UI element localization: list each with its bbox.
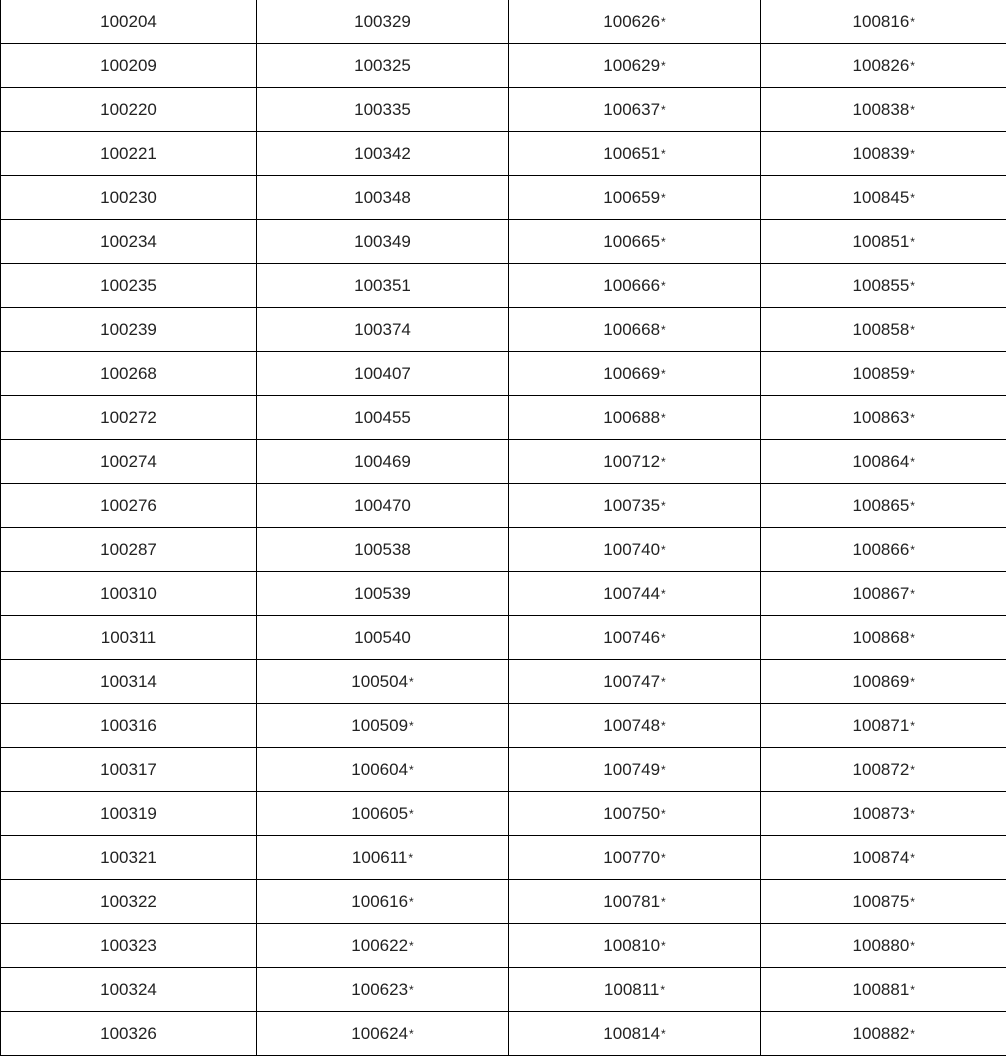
table-cell: 100858* (761, 308, 1006, 352)
table-cell: 100859* (761, 352, 1006, 396)
table-cell: 100234 (1, 220, 257, 264)
table-cell: 100323 (1, 924, 257, 968)
asterisk-mark: * (661, 146, 666, 161)
table-row (1, 176, 1006, 220)
table-row (1, 880, 1006, 924)
table-row (1, 44, 1006, 88)
table-cell: 100604* (257, 748, 509, 792)
table-cell: 100872* (761, 748, 1006, 792)
table-cell: 100814* (509, 1012, 761, 1056)
asterisk-mark: * (910, 894, 915, 909)
asterisk-mark: * (661, 938, 666, 953)
table-row (1, 484, 1006, 528)
table-cell: 100651* (509, 132, 761, 176)
asterisk-mark: * (409, 894, 414, 909)
table-cell: 100863* (761, 396, 1006, 440)
table-cell: 100324 (1, 968, 257, 1012)
table-row (1, 88, 1006, 132)
table-row (1, 352, 1006, 396)
table-cell: 100851* (761, 220, 1006, 264)
asterisk-mark: * (409, 982, 414, 997)
asterisk-mark: * (910, 718, 915, 733)
table-row (1, 792, 1006, 836)
table-cell: 100816* (761, 0, 1006, 44)
table-cell: 100748* (509, 704, 761, 748)
table-cell: 100855* (761, 264, 1006, 308)
table-cell: 100666* (509, 264, 761, 308)
table-cell: 100221 (1, 132, 257, 176)
table-row (1, 572, 1006, 616)
table-row (1, 0, 1006, 44)
table-cell: 100746* (509, 616, 761, 660)
table-cell: 100622* (257, 924, 509, 968)
table-cell: 100326 (1, 1012, 257, 1056)
table-cell: 100873* (761, 792, 1006, 836)
asterisk-mark: * (660, 982, 666, 997)
table-cell: 100329 (257, 0, 509, 44)
table-cell: 100874* (761, 836, 1006, 880)
asterisk-mark: * (910, 1026, 915, 1041)
table-cell: 100740* (509, 528, 761, 572)
table-cell: 100342 (257, 132, 509, 176)
asterisk-mark: * (409, 762, 414, 777)
asterisk-mark: * (661, 58, 666, 73)
asterisk-mark: * (910, 806, 915, 821)
table-row (1, 440, 1006, 484)
table-cell: 100274 (1, 440, 257, 484)
table-cell: 100374 (257, 308, 509, 352)
table-cell: 100747* (509, 660, 761, 704)
table-cell: 100880* (761, 924, 1006, 968)
table-cell: 100629* (509, 44, 761, 88)
table-cell: 100626* (509, 0, 761, 44)
table-row (1, 528, 1006, 572)
asterisk-mark: * (910, 454, 915, 469)
table-cell: 100316 (1, 704, 257, 748)
table-cell: 100810* (509, 924, 761, 968)
asterisk-mark: * (409, 938, 414, 953)
asterisk-mark: * (661, 806, 666, 821)
table-row (1, 616, 1006, 660)
asterisk-mark: * (910, 278, 915, 293)
table-cell: 100276 (1, 484, 257, 528)
table-cell: 100875* (761, 880, 1006, 924)
table-cell: 100871* (761, 704, 1006, 748)
asterisk-mark: * (910, 762, 915, 777)
table-row (1, 132, 1006, 176)
table-cell: 100668* (509, 308, 761, 352)
asterisk-mark: * (910, 498, 915, 513)
asterisk-mark: * (910, 234, 915, 249)
table-cell: 100239 (1, 308, 257, 352)
asterisk-mark: * (910, 674, 915, 689)
asterisk-mark: * (661, 322, 666, 337)
asterisk-mark: * (409, 806, 414, 821)
asterisk-mark: * (661, 762, 666, 777)
table-row (1, 1012, 1006, 1056)
table-cell: 100349 (257, 220, 509, 264)
table-cell: 100268 (1, 352, 257, 396)
table-cell: 100348 (257, 176, 509, 220)
asterisk-mark: * (661, 498, 666, 513)
table-cell: 100868* (761, 616, 1006, 660)
asterisk-mark: * (910, 982, 915, 997)
table-row (1, 220, 1006, 264)
asterisk-mark: * (661, 630, 666, 645)
asterisk-mark: * (910, 586, 915, 601)
table-cell: 100470 (257, 484, 509, 528)
table-cell: 100310 (1, 572, 257, 616)
table-cell: 100838* (761, 88, 1006, 132)
table-cell: 100455 (257, 396, 509, 440)
asterisk-mark: * (409, 1026, 414, 1041)
asterisk-mark: * (910, 630, 915, 645)
asterisk-mark: * (408, 850, 414, 865)
asterisk-mark: * (661, 410, 666, 425)
asterisk-mark: * (661, 850, 666, 865)
asterisk-mark: * (910, 366, 915, 381)
table-cell: 100319 (1, 792, 257, 836)
table-cell: 100272 (1, 396, 257, 440)
asterisk-mark: * (661, 674, 666, 689)
table-cell: 100735* (509, 484, 761, 528)
asterisk-mark: * (661, 454, 666, 469)
asterisk-mark: * (661, 278, 666, 293)
table-cell: 100826* (761, 44, 1006, 88)
table-cell: 100311 (1, 616, 257, 660)
asterisk-mark: * (661, 190, 666, 205)
table-row (1, 924, 1006, 968)
table-cell: 100659* (509, 176, 761, 220)
asterisk-mark: * (661, 542, 666, 557)
table-row (1, 704, 1006, 748)
table-cell: 100504* (257, 660, 509, 704)
asterisk-mark: * (910, 938, 915, 953)
table-cell: 100867* (761, 572, 1006, 616)
asterisk-mark: * (910, 410, 915, 425)
table-row (1, 264, 1006, 308)
table-cell: 100869* (761, 660, 1006, 704)
asterisk-mark: * (661, 366, 666, 381)
table-cell: 100881* (761, 968, 1006, 1012)
asterisk-mark: * (910, 850, 915, 865)
asterisk-mark: * (910, 58, 915, 73)
table-cell: 100540 (257, 616, 509, 660)
asterisk-mark: * (661, 14, 666, 29)
table-cell: 100469 (257, 440, 509, 484)
table-row (1, 748, 1006, 792)
asterisk-mark: * (409, 674, 414, 689)
table-cell: 100538 (257, 528, 509, 572)
table-cell: 100770* (509, 836, 761, 880)
asterisk-mark: * (661, 234, 666, 249)
table-cell: 100688* (509, 396, 761, 440)
table-cell: 100539 (257, 572, 509, 616)
table-cell: 100209 (1, 44, 257, 88)
table-cell: 100335 (257, 88, 509, 132)
table-cell: 100314 (1, 660, 257, 704)
asterisk-mark: * (910, 146, 915, 161)
table-cell: 100865* (761, 484, 1006, 528)
table-cell: 100407 (257, 352, 509, 396)
table-cell: 100866* (761, 528, 1006, 572)
table-cell: 100624* (257, 1012, 509, 1056)
table-cell: 100616* (257, 880, 509, 924)
table-cell: 100220 (1, 88, 257, 132)
table-cell: 100864* (761, 440, 1006, 484)
asterisk-mark: * (661, 894, 666, 909)
asterisk-mark: * (910, 102, 915, 117)
table-row (1, 396, 1006, 440)
table-cell: 100321 (1, 836, 257, 880)
asterisk-mark: * (661, 102, 666, 117)
asterisk-mark: * (661, 718, 666, 733)
table-cell: 100665* (509, 220, 761, 264)
table-cell: 100669* (509, 352, 761, 396)
table-row (1, 968, 1006, 1012)
table-cell: 100882* (761, 1012, 1006, 1056)
table-cell: 100744* (509, 572, 761, 616)
table-cell: 100712* (509, 440, 761, 484)
table-cell: 100749* (509, 748, 761, 792)
asterisk-mark: * (910, 190, 915, 205)
table-cell: 100611* (257, 836, 509, 880)
table-cell: 100204 (1, 0, 257, 44)
table-cell: 100839* (761, 132, 1006, 176)
table-cell: 100811* (509, 968, 761, 1012)
table-cell: 100781* (509, 880, 761, 924)
table-cell: 100235 (1, 264, 257, 308)
asterisk-mark: * (409, 718, 414, 733)
table-row (1, 308, 1006, 352)
code-table-body (1, 0, 1006, 1056)
asterisk-mark: * (910, 322, 915, 337)
table-cell: 100750* (509, 792, 761, 836)
table-row (1, 660, 1006, 704)
table-cell: 100317 (1, 748, 257, 792)
table-cell: 100605* (257, 792, 509, 836)
table-cell: 100287 (1, 528, 257, 572)
table-cell: 100509* (257, 704, 509, 748)
asterisk-mark: * (910, 14, 915, 29)
asterisk-mark: * (661, 1026, 666, 1041)
table-cell: 100325 (257, 44, 509, 88)
table-cell: 100637* (509, 88, 761, 132)
asterisk-mark: * (661, 586, 666, 601)
asterisk-mark: * (910, 542, 915, 557)
table-row (1, 836, 1006, 880)
table-cell: 100845* (761, 176, 1006, 220)
table-cell: 100623* (257, 968, 509, 1012)
table-cell: 100351 (257, 264, 509, 308)
table-cell: 100230 (1, 176, 257, 220)
table-cell: 100322 (1, 880, 257, 924)
